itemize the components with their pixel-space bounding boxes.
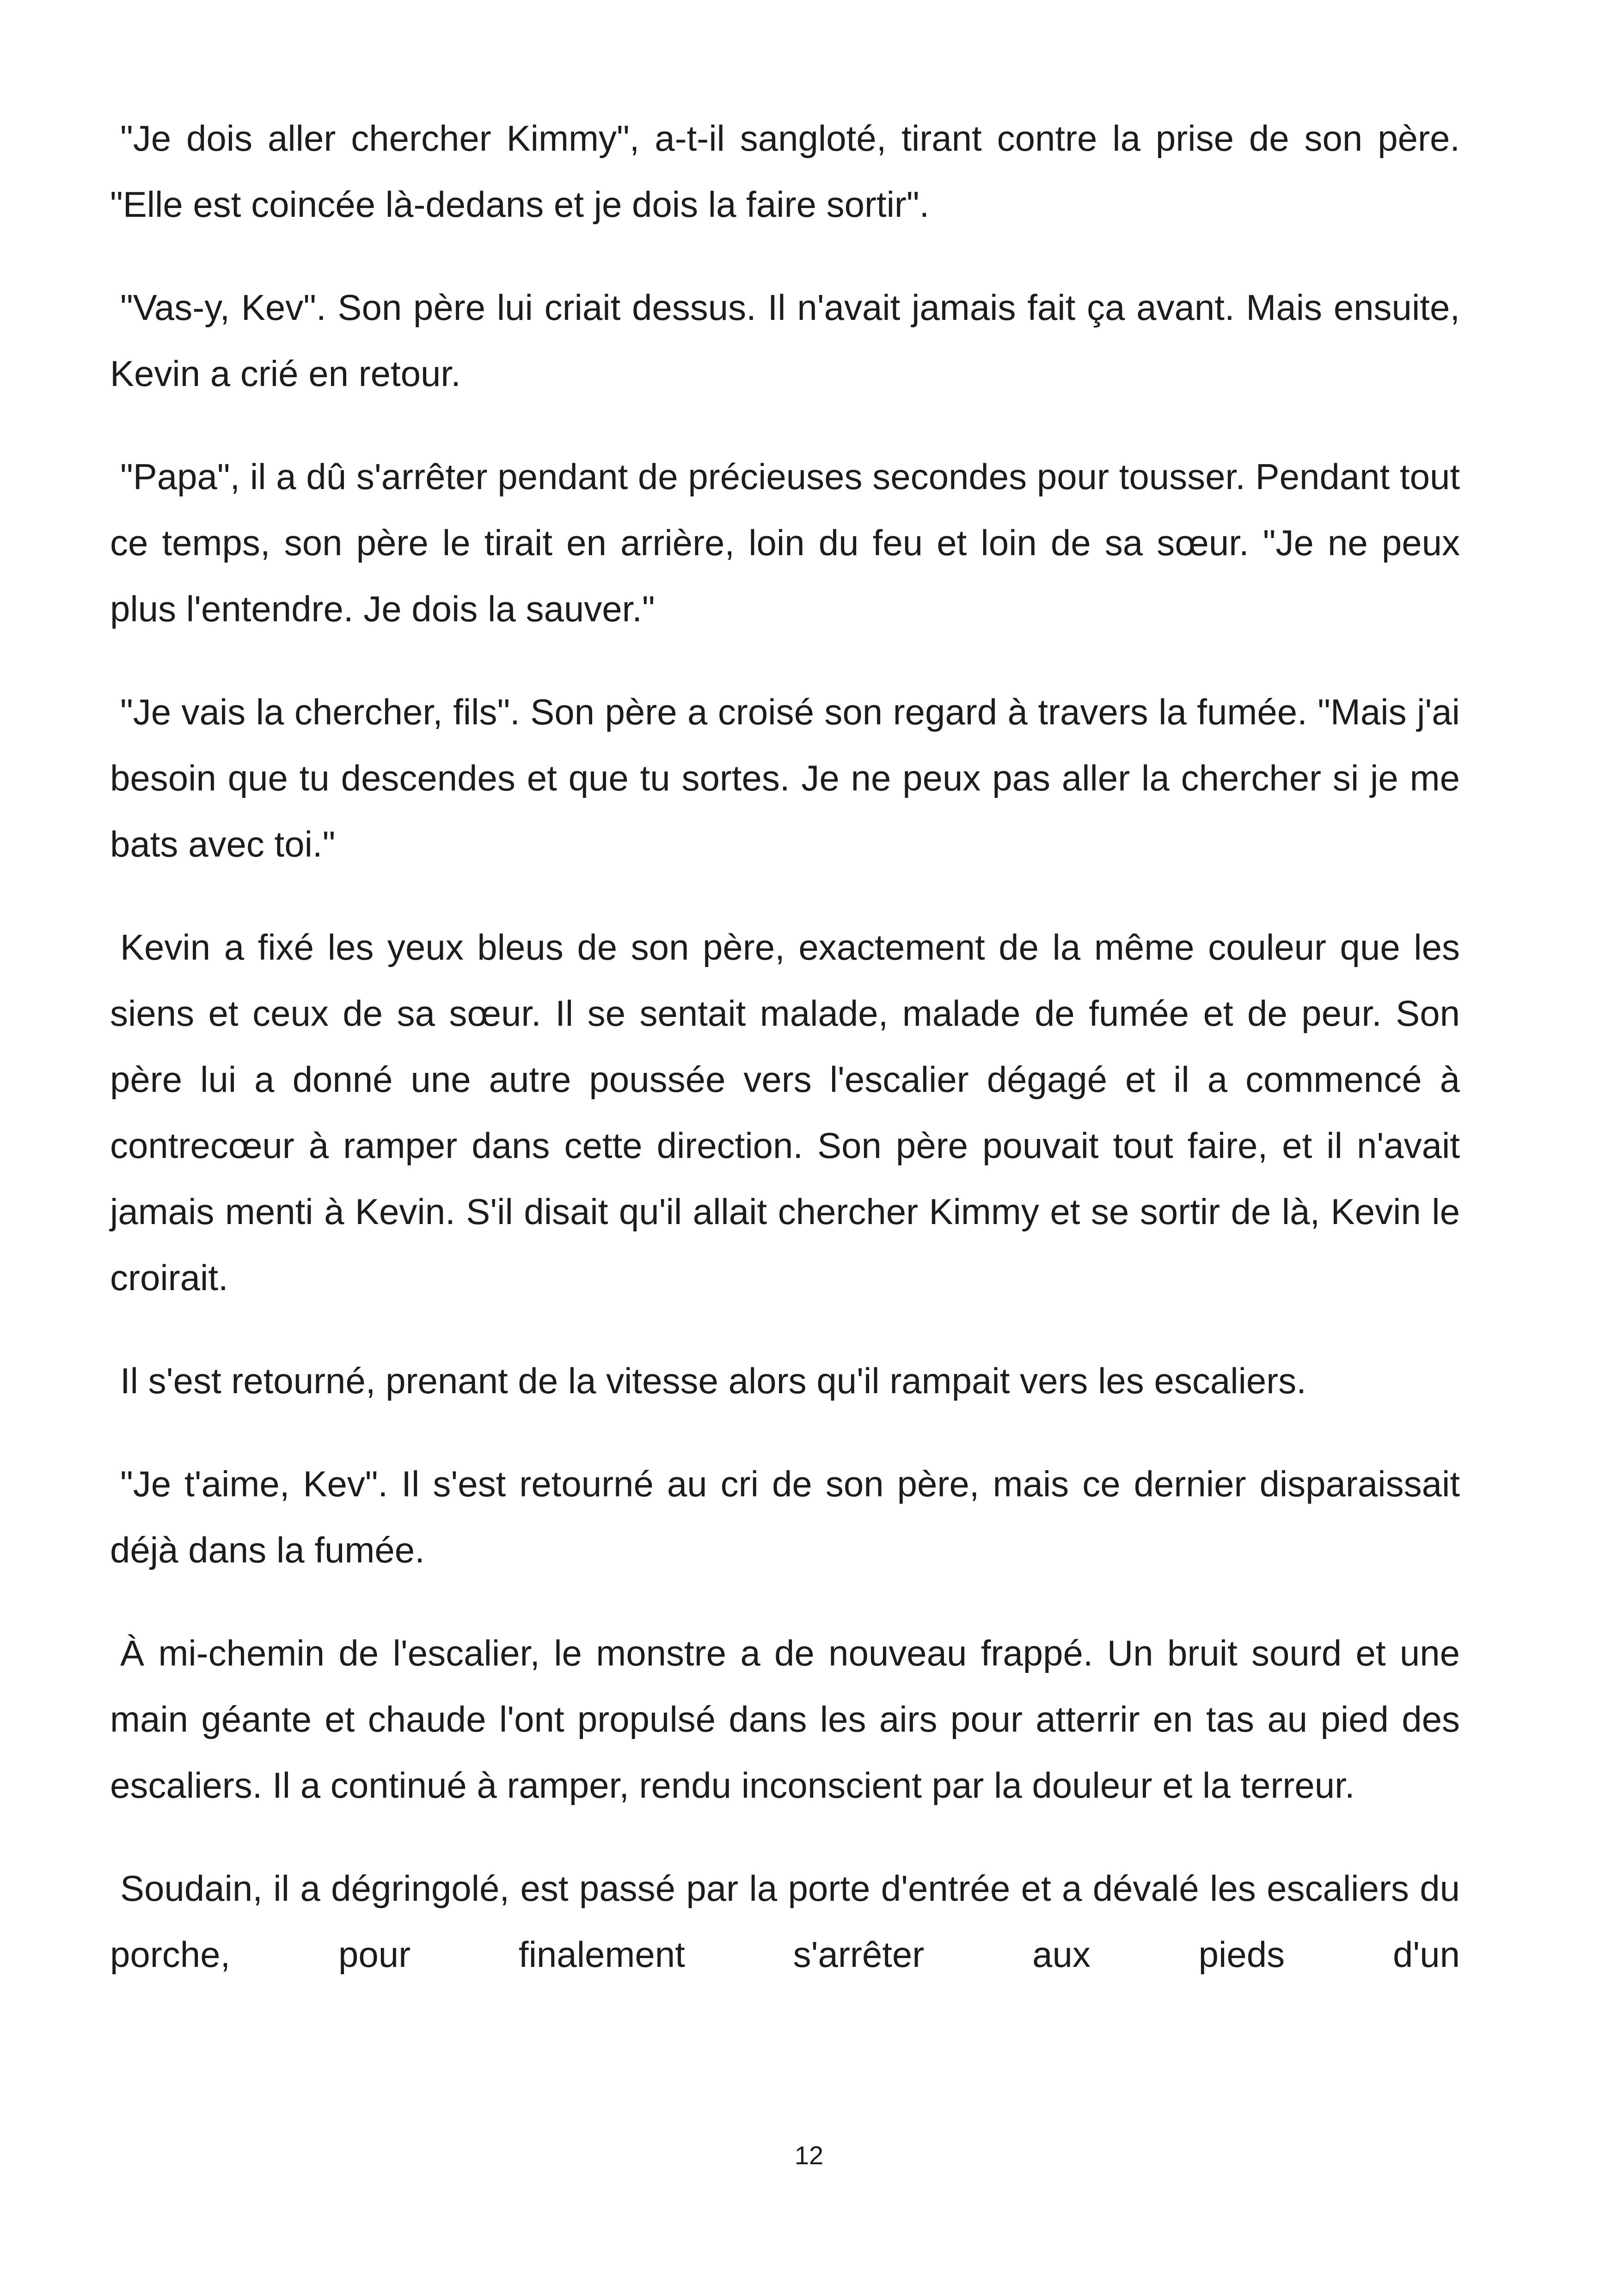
paragraph-4: "Je vais la chercher, fils". Son père a croisé son regard à travers la fumée. "Mais j'ai besoin que tu descendes et que tu sortes. Je ne peux pas aller la chercher si je me bats avec toi.": [110, 692, 1460, 864]
paragraph-2: "Vas-y, Kev". Son père lui criait dessus. Il n'avait jamais fait ça avant. Mais ensuite, Kevin a crié en retour.: [110, 287, 1460, 394]
body-text: [110, 105, 1460, 2025]
paragraph-5: Kevin a fixé les yeux bleus de son père, exactement de la même couleur que les siens et ceux de sa sœur. Il se sentait malade, malade de fumée et de peur. Son père lui a donné une autre poussée vers l'escalier dégagé et il a commencé à contrecœur à ramper dans cette direction. Son père pouvait tout faire, et il n'avait jamais menti à Kevin. S'il disait qu'il allait chercher Kimmy et se sortir de là, Kevin le croirait.: [110, 927, 1460, 1298]
paragraph-8: À mi-chemin de l'escalier, le monstre a de nouveau frappé. Un bruit sourd et une main géante et chaude l'ont propulsé dans les airs pour atterrir en tas au pied des escaliers. Il a continué à ramper, rendu inconscient par la douleur et la terreur.: [110, 1633, 1460, 1806]
paragraph-1: "Je dois aller chercher Kimmy", a-t-il sangloté, tirant contre la prise de son père. "Elle est coincée là-dedans et je dois la faire sortir".: [110, 118, 1460, 225]
paragraph-7: "Je t'aime, Kev". Il s'est retourné au cri de son père, mais ce dernier disparaissait déjà dans la fumée.: [110, 1463, 1460, 1570]
paragraph-3: "Papa", il a dû s'arrêter pendant de précieuses secondes pour tousser. Pendant tout ce temps, son père le tirait en arrière, loin du feu et loin de sa sœur. "Je ne peux plus l'entendre. Je dois la sauver.": [110, 456, 1460, 629]
paragraph-6: Il s'est retourné, prenant de la vitesse alors qu'il rampait vers les escaliers.: [120, 1360, 1306, 1401]
page-number: 12: [794, 2141, 824, 2170]
paragraph-9: Soudain, il a dégringolé, est passé par la porte d'entrée et a dévalé les escaliers du porche, pour finalement s'arrêter aux pieds d'un: [110, 1868, 1460, 1975]
